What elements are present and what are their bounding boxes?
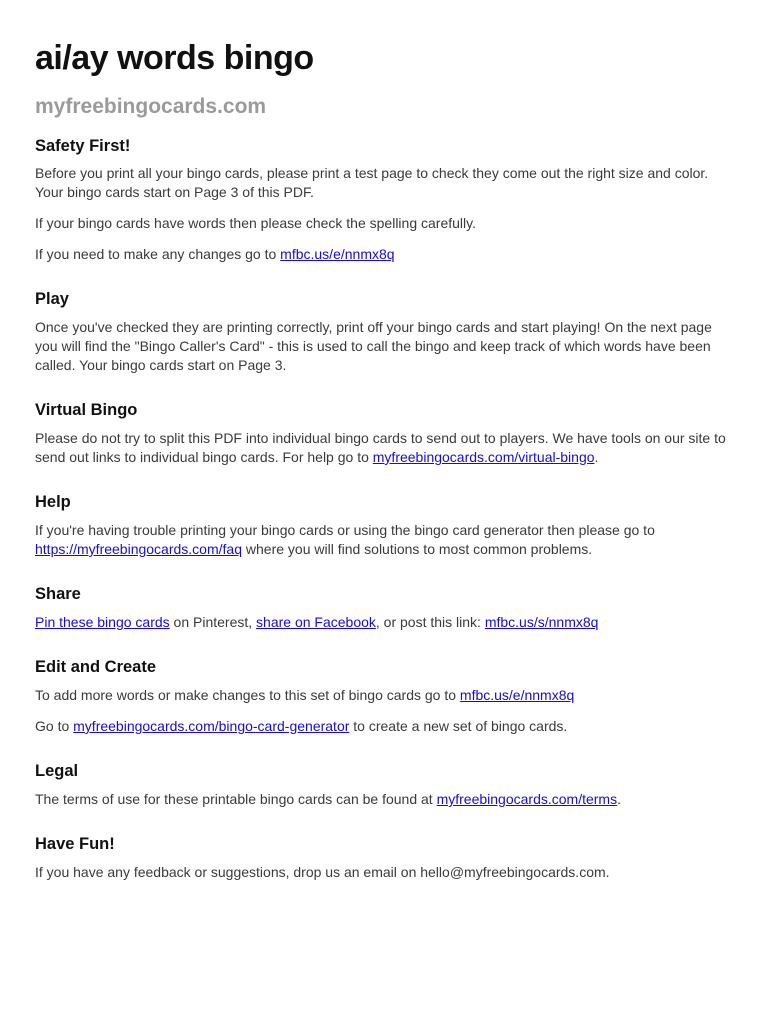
play-heading: Play [35, 290, 69, 308]
section-edit-and-create [35, 656, 734, 736]
section-virtual-bingo [35, 399, 734, 467]
section-have-fun [35, 833, 734, 882]
share-short-link[interactable]: mfbc.us/s/nnmx8q [484, 614, 599, 630]
safety-heading: Safety First! [35, 137, 131, 155]
edit-text-1: To add more words or make changes to this set of bingo cards go to [35, 687, 460, 703]
section-legal [35, 760, 734, 809]
edit-paragraph-2 [35, 717, 734, 736]
safety-paragraph-2: If your bingo cards have words then please check the spelling carefully. [35, 215, 476, 231]
legal-text: The terms of use for these printable bingo cards can be found at [35, 791, 437, 807]
share-heading: Share [35, 585, 81, 603]
edit-link[interactable]: mfbc.us/e/nnmx8q [280, 246, 395, 262]
virtual-text: Please do not try to split this PDF into individual bingo cards to send out to players. We have tools on our site to send out links to individual bingo cards. For help go to [35, 430, 726, 465]
edit-paragraph-1 [35, 686, 734, 705]
fun-paragraph: If you have any feedback or suggestions, drop us an email on hello@myfreebingocards.com. [35, 864, 610, 880]
help-heading: Help [35, 493, 71, 511]
page-title: ai/ay words bingo [35, 39, 314, 77]
safety-paragraph-3 [35, 245, 734, 264]
generator-link[interactable]: myfreebingocards.com/bingo-card-generator [73, 718, 350, 734]
legal-heading: Legal [35, 762, 79, 780]
legal-paragraph [35, 790, 734, 809]
safety-paragraph-1: Before you print all your bingo cards, please print a test page to check they come out the right size and color. Your bingo cards start on Page 3 of this PDF. [35, 165, 709, 200]
section-help [35, 491, 734, 559]
help-paragraph [35, 521, 734, 559]
section-safety-first [35, 135, 734, 264]
edit-set-link[interactable]: mfbc.us/e/nnmx8q [459, 687, 575, 703]
virtual-text-end: . [594, 449, 599, 465]
terms-link[interactable]: myfreebingocards.com/terms [436, 791, 618, 807]
faq-link[interactable]: https://myfreebingocards.com/faq [35, 541, 242, 557]
site-name: myfreebingocards.com [35, 95, 267, 118]
edit-text-2-end: to create a new set of bingo cards. [349, 718, 568, 734]
share-text-2: , or post this link: [375, 614, 485, 630]
share-text-1: on Pinterest, [169, 614, 257, 630]
virtual-bingo-link[interactable]: myfreebingocards.com/virtual-bingo [372, 449, 595, 465]
virtual-heading: Virtual Bingo [35, 401, 138, 419]
play-paragraph: Once you've checked they are printing correctly, print off your bingo cards and start playing! On the next page you will find the "Bingo Caller's Card" - this is used to call the bingo and keep track of which words have been called. Your bingo cards start on Page 3. [35, 319, 712, 373]
facebook-link[interactable]: share on Facebook [256, 614, 376, 630]
section-play [35, 288, 734, 375]
fun-heading: Have Fun! [35, 835, 115, 853]
pinterest-link[interactable]: Pin these bingo cards [35, 614, 170, 630]
share-paragraph [35, 613, 734, 632]
edit-text-2: Go to [35, 718, 74, 734]
legal-text-end: . [617, 791, 621, 807]
help-text: If you're having trouble printing your bingo cards or using the bingo card generator then please go to [35, 522, 655, 538]
safety-text: If you need to make any changes go to [35, 246, 281, 262]
help-text-end: where you will find solutions to most common problems. [242, 541, 593, 557]
section-share [35, 583, 734, 632]
edit-heading: Edit and Create [35, 658, 157, 676]
virtual-paragraph [35, 429, 734, 467]
